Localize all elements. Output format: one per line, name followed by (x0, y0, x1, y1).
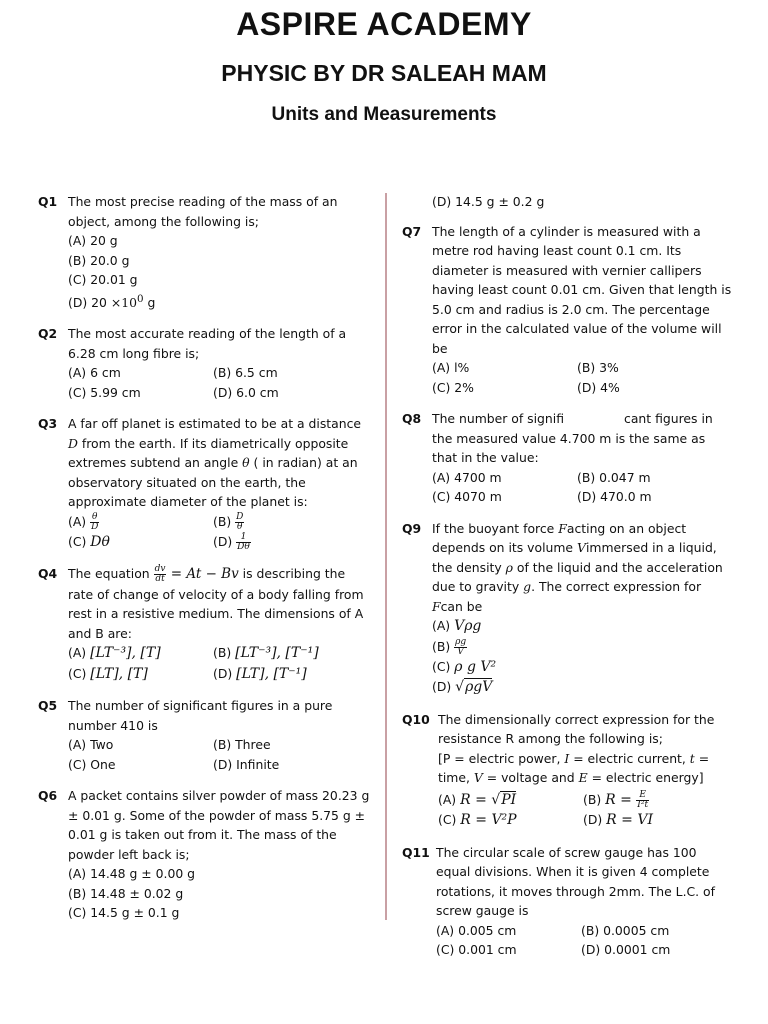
square-root: √PI (491, 791, 517, 808)
question-body (432, 409, 732, 507)
fraction (636, 791, 649, 810)
question-body (68, 564, 374, 684)
question-number: Q9 (402, 520, 422, 536)
question-3 (38, 414, 374, 552)
question-number: Q6 (38, 788, 58, 804)
option-label: (C) (432, 658, 455, 674)
question-number: Q1 (38, 194, 58, 209)
question-11 (402, 843, 732, 960)
math-expression: [LT⁻³], [T⁻¹] (235, 645, 319, 662)
option-b: (B) 0.0005 cm (581, 922, 670, 938)
option-d: (D) 6.0 cm (213, 384, 279, 400)
text-part: The equation (68, 566, 154, 582)
option-a: (A) 6 cm (68, 365, 121, 381)
denominator: dt (155, 574, 165, 585)
text-part: immersed in a liquid, the density (432, 540, 717, 575)
option-c: (C) 4070 m (432, 489, 502, 504)
text-part: of the liquid and the acceleration due to gravity (432, 559, 723, 594)
option-c (438, 810, 583, 831)
fraction (454, 638, 467, 657)
option-label: (B) (432, 638, 455, 654)
text-part: from the earth. If its diametrically opposite extremes subtend an angle (68, 435, 349, 471)
math-expression: R = V²P (460, 812, 517, 828)
option-d: (D) Infinite (213, 756, 280, 772)
question-5 (38, 696, 374, 774)
question-text: The most precise reading of the mass of an object, among the following is; (68, 194, 338, 229)
option-label: (A) (68, 513, 91, 529)
option-a (432, 616, 732, 637)
question-2 (38, 324, 374, 402)
spacer (402, 192, 432, 212)
question-number: Q4 (38, 566, 58, 582)
option-d (68, 290, 374, 313)
option-b: (B) 14.48 ± 0.02 g (68, 885, 184, 901)
question-number: Q5 (38, 698, 58, 714)
variable: g (523, 579, 532, 594)
option-a (68, 512, 213, 532)
question-9 (402, 519, 732, 698)
text-part: acting on an object depends on its volume (432, 520, 687, 555)
option-b (213, 512, 358, 532)
option-a: (A) 14.48 g ± 0.00 g (68, 866, 196, 882)
math-expression: R = VI (606, 812, 653, 828)
question-6-continued (402, 192, 732, 212)
question-body (438, 710, 732, 831)
text-part: cant figures in the measured value 4.700 m is the same as that in the value: (432, 411, 713, 465)
equation: = At − Bv (166, 566, 239, 583)
variable: t (689, 750, 695, 766)
question-text: The dimensionally correct expression for the resistance R among the following is; (438, 711, 715, 746)
question-number: Q8 (402, 411, 422, 426)
variable: V (577, 540, 586, 555)
text-part: If the buoyant force (432, 520, 559, 536)
option-label: (D) (583, 812, 607, 827)
academy-title: ASPIRE ACADEMY (236, 6, 532, 42)
times-ten: ×10 (110, 294, 138, 310)
fraction (154, 565, 167, 584)
option-b: (B) 6.5 cm (213, 365, 278, 381)
math-expression: Dθ (90, 533, 110, 550)
question-1 (38, 192, 374, 312)
question-7 (402, 222, 732, 398)
option-a (438, 790, 583, 811)
square-root: √ρgV (455, 679, 493, 695)
option-c (68, 664, 213, 685)
question-text (68, 416, 361, 509)
math-expression: [LT], [T⁻¹] (236, 665, 307, 682)
denominator: V (457, 646, 464, 657)
option-d: (D) 14.5 g ± 0.2 g (432, 194, 545, 209)
question-body (68, 324, 374, 402)
variable: F (432, 598, 441, 614)
text-part: = time, (438, 750, 710, 785)
topic-heading: Units and Measurements (271, 104, 497, 125)
question-body (68, 786, 374, 923)
question-number: Q3 (38, 416, 58, 432)
fraction (236, 533, 251, 552)
question-body (432, 192, 732, 212)
option-label: (A) (432, 618, 455, 633)
denominator: θ (237, 521, 243, 532)
denominator: D (91, 521, 99, 532)
math-expression: Vρg (454, 618, 482, 634)
question-text: The circular scale of screw gauge has 100 equal divisions. When it is given 4 complete rotations, it moves through 2mm. The L.C. of screw gauge is (436, 844, 715, 918)
question-body (68, 696, 374, 774)
option-d (213, 532, 358, 553)
radicand: ρgV (465, 679, 493, 695)
math-expression: R = (460, 791, 492, 808)
text-part: is describing the rate of change of velocity of a body falling from rest in a resistive medium. The dimensions of A and B are: (68, 566, 364, 641)
option-d: (D) 0.0001 cm (581, 942, 671, 957)
variable: D (68, 435, 78, 451)
fraction (90, 513, 99, 532)
option-c: (C) 5.99 cm (68, 384, 141, 400)
question-number: Q10 (402, 711, 430, 727)
question-text (432, 411, 713, 465)
numerator: ρg (455, 636, 467, 647)
question-number: Q7 (402, 223, 422, 239)
question-note (438, 749, 732, 788)
denominator: I²t (637, 799, 649, 810)
question-number: Q2 (38, 326, 58, 342)
option-d (583, 810, 728, 831)
option-d (432, 677, 732, 698)
numerator: θ (91, 511, 98, 522)
numerator: E (636, 791, 649, 801)
option-b: (B) 3% (577, 360, 619, 375)
option-label: (D) (213, 665, 237, 681)
option-label: (C) (68, 533, 91, 549)
question-text: The number of significant figures in a pure number 410 is (68, 698, 333, 733)
option-label: (C) (438, 812, 461, 827)
variable: V (473, 770, 483, 785)
option-b: (B) 20.0 g (68, 252, 130, 268)
teacher-subtitle: PHYSIC BY DR SALEAH MAM (221, 60, 547, 86)
text-part: = electric current, (569, 750, 690, 766)
numerator: dv (154, 564, 166, 575)
fraction (235, 513, 244, 532)
option-d-label: (D) 20 (68, 294, 111, 310)
math-expression: R = (605, 791, 637, 808)
text-part: ( in radian) at an observatory situated on the earth, the approximate diameter of the planet is: (68, 455, 358, 510)
column-divider (385, 193, 387, 920)
option-label: (B) (213, 513, 236, 529)
question-8 (402, 409, 732, 507)
option-c: (C) 0.001 cm (436, 942, 517, 957)
question-4 (38, 564, 374, 684)
question-text (68, 566, 364, 641)
denominator: Dθ (237, 541, 250, 552)
text-part: can be (440, 598, 483, 614)
text-part: The number of signifi (432, 411, 565, 426)
option-c (68, 532, 213, 553)
option-a: (A) l% (432, 360, 470, 375)
math-expression: ρ g V² (454, 658, 497, 675)
option-label: (D) (213, 533, 237, 549)
question-text: The length of a cylinder is measured with a metre rod having least count 0.1 cm. Its diameter is measured with vernier callipers having least count 0.01 cm. Given that length is 5.0 cm and radius is 2.0 cm. The percentage error in the calculated value of the volume will be (432, 223, 732, 356)
variable: θ (242, 455, 250, 471)
question-body (68, 192, 374, 312)
option-d (213, 664, 358, 685)
option-b (432, 637, 732, 657)
option-a: (A) 0.005 cm (436, 922, 517, 938)
option-c: (C) 2% (432, 379, 474, 395)
question-text: A packet contains silver powder of mass 20.23 g ± 0.01 g. Some of the powder of mass 5.75 g ± 0.01 g is taken out from it. The mass of the powder left back is; (68, 788, 370, 862)
question-6 (38, 786, 374, 923)
right-column (402, 192, 732, 972)
text-part: = voltage and (482, 770, 579, 785)
question-body (68, 414, 374, 552)
option-a: (A) 4700 m (432, 469, 502, 485)
option-label: (B) (583, 791, 606, 807)
question-text (432, 521, 723, 614)
text-part: = electric energy] (587, 770, 704, 785)
option-b (213, 643, 358, 664)
option-d: (D) 4% (577, 379, 620, 395)
question-body (436, 843, 732, 960)
variable: ρ (505, 559, 513, 575)
unit: g (143, 294, 156, 310)
radicand: PI (501, 791, 517, 808)
option-a: (A) Two (68, 737, 114, 753)
left-column (38, 192, 374, 935)
text-part: . The correct expression for (531, 579, 702, 594)
math-expression: [LT⁻³], [T] (90, 645, 161, 662)
option-b: (B) Three (213, 737, 271, 753)
option-c (432, 657, 732, 678)
math-expression: [LT], [T] (90, 665, 148, 682)
variable: I (564, 750, 570, 766)
option-a (68, 643, 213, 664)
question-body (432, 519, 732, 698)
option-label: (B) (213, 645, 236, 661)
option-a: (A) 20 g (68, 233, 118, 248)
variable: E (578, 770, 588, 785)
option-d: (D) 470.0 m (577, 489, 652, 504)
option-label: (A) (438, 791, 461, 807)
option-c: (C) 14.5 g ± 0.1 g (68, 905, 180, 921)
text-part: A far off planet is estimated to be at a distance (68, 416, 362, 432)
numerator: D (236, 511, 244, 522)
question-10 (402, 710, 732, 831)
numerator: 1 (236, 533, 251, 543)
question-text: The most accurate reading of the length of a 6.28 cm long fibre is; (68, 326, 347, 361)
option-c: (C) 20.01 g (68, 272, 138, 287)
exponent: 0 (137, 292, 144, 305)
question-body (432, 222, 732, 398)
option-b: (B) 0.047 m (577, 469, 651, 485)
option-label: (A) (68, 645, 91, 661)
option-label: (C) (68, 665, 91, 681)
text-part: [P = electric power, (438, 750, 565, 766)
option-b (583, 790, 728, 811)
option-label: (D) (432, 679, 456, 694)
option-c: (C) One (68, 756, 116, 772)
question-number: Q11 (402, 844, 430, 860)
variable: F (558, 520, 567, 536)
